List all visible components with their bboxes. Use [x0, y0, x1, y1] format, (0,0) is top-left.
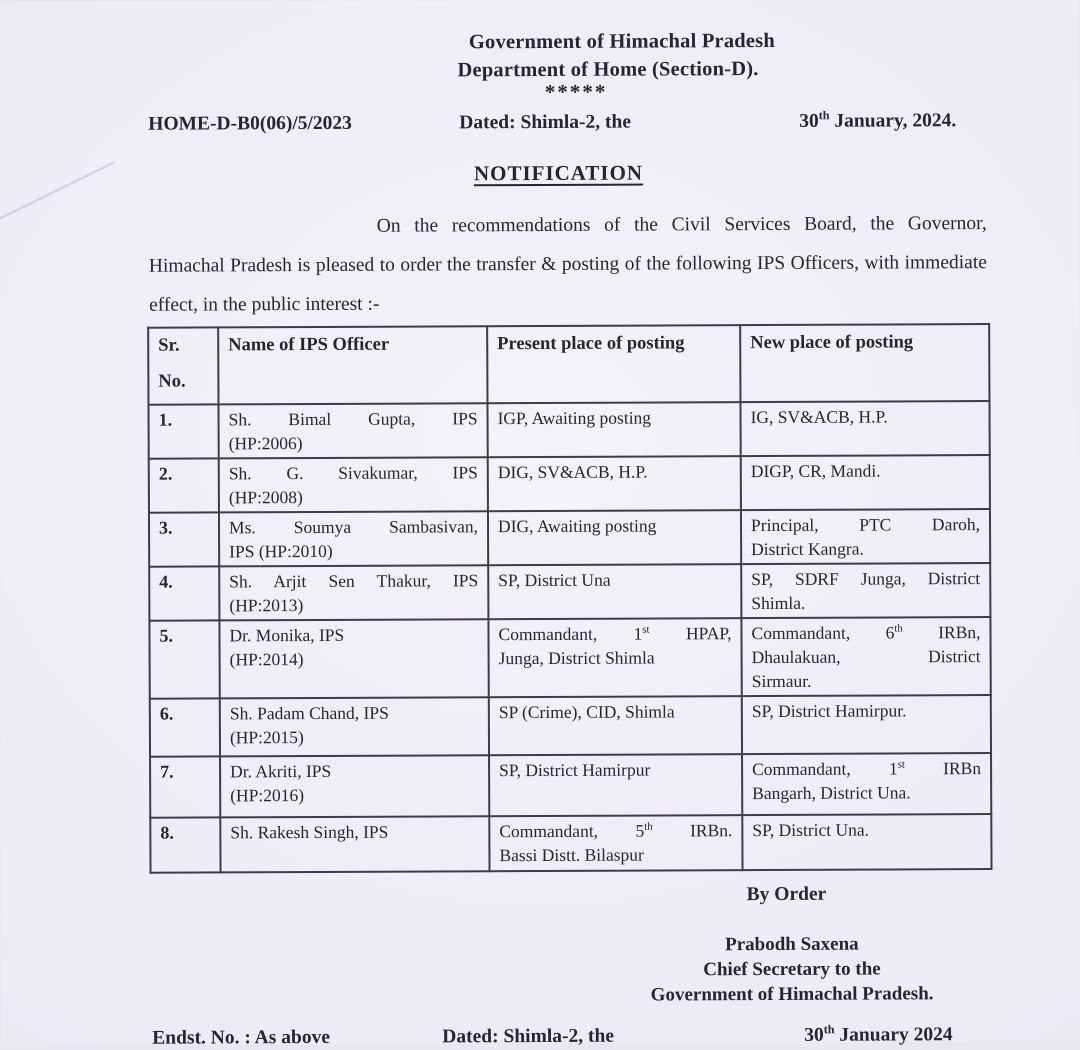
cell-officer-name: Sh. Arjit Sen Thakur, IPS (HP:2013)	[219, 565, 488, 620]
cell-sr-no: 7.	[150, 756, 220, 817]
cell-present-posting: SP, District Hamirpur	[489, 754, 742, 816]
doc-title-line2: Department of Home (Section-D).	[457, 58, 758, 82]
cell-officer-name: Dr. Akriti, IPS (HP:2016)	[220, 755, 489, 817]
table-row	[148, 401, 989, 459]
table-row	[149, 455, 990, 513]
cell-new-posting: SP, District Una.	[742, 814, 991, 870]
cell-officer-name: Dr. Monika, IPS (HP:2014)	[219, 619, 488, 698]
stars-separator: *****	[545, 80, 608, 105]
cell-new-posting: IG, SV&ACB, H.P.	[740, 401, 989, 456]
table-header-row	[148, 324, 989, 405]
signatory-title-line1: Chief Secretary to the	[650, 956, 933, 982]
cell-sr-no: 5.	[149, 620, 219, 698]
cell-sr-no: 6.	[150, 698, 220, 756]
cell-new-posting: Commandant, 1st IRBn Bangarh, District Una.	[742, 753, 991, 815]
cell-present-posting: IGP, Awaiting posting	[487, 402, 740, 457]
cell-new-posting: SP, District Hamirpur.	[742, 695, 991, 754]
cell-officer-name: Sh. Rakesh Singh, IPS	[220, 816, 489, 872]
cell-sr-no: 4.	[149, 566, 219, 620]
cell-present-posting: DIG, SV&ACB, H.P.	[488, 456, 741, 511]
by-order-label: By Order	[747, 884, 827, 906]
cell-present-posting: SP (Crime), CID, Shimla	[489, 696, 742, 755]
cell-officer-name: Sh. Bimal Gupta, IPS (HP:2006)	[218, 403, 487, 458]
dated-label: Dated: Shimla-2, the	[459, 112, 631, 135]
column-header-officer-name: Name of IPS Officer	[218, 326, 487, 404]
column-header-sr-no: Sr. No.	[148, 327, 218, 404]
endst-number: Endst. No. : As above	[152, 1027, 330, 1050]
reference-number: HOME-D-B0(06)/5/2023	[148, 113, 352, 136]
cell-new-posting: Principal, PTC Daroh, District Kangra.	[741, 509, 990, 564]
endst-dated-label: Dated: Shimla-2, the	[442, 1026, 614, 1049]
cell-present-posting: DIG, Awaiting posting	[488, 510, 741, 565]
table-row	[149, 509, 990, 567]
endst-date: 30th January 2024	[804, 1024, 952, 1047]
cell-sr-no: 2.	[149, 458, 219, 512]
signatory-name: Prabodh Saxena	[650, 931, 933, 957]
body-paragraph: On the recommendations of the Civil Services Board, the Governor, Himachal Pradesh is pleased to order the transfer & posting of the following IPS Officers, with immediate effect, in the public interest :-	[149, 204, 988, 325]
cell-present-posting: Commandant, 5th IRBn. Bassi Distt. Bilaspur	[489, 815, 742, 871]
table-row	[149, 617, 990, 699]
cell-officer-name: Ms. Soumya Sambasivan, IPS (HP:2010)	[219, 511, 488, 566]
column-header-new-posting: New place of posting	[740, 324, 989, 402]
transfer-table	[147, 323, 992, 874]
table-row	[150, 695, 991, 757]
doc-title-line1: Government of Himachal Pradesh	[469, 30, 775, 54]
cell-present-posting: Commandant, 1st HPAP, Junga, District Shimla	[488, 618, 741, 697]
cell-officer-name: Sh. Padam Chand, IPS (HP:2015)	[220, 697, 489, 756]
table-row	[149, 563, 990, 621]
cell-new-posting: DIGP, CR, Mandi.	[741, 455, 990, 510]
table-row	[150, 753, 991, 818]
cell-new-posting: Commandant, 6th IRBn, Dhaulakuan, District Sirmaur.	[741, 617, 990, 696]
column-header-present-posting: Present place of posting	[487, 325, 740, 403]
signatory-title-line2: Government of Himachal Pradesh.	[651, 981, 934, 1007]
notification-heading: NOTIFICATION	[474, 161, 643, 187]
issue-date: 30th January, 2024.	[799, 110, 956, 133]
table-row	[150, 814, 991, 873]
cell-officer-name: Sh. G. Sivakumar, IPS (HP:2008)	[219, 457, 488, 512]
signature-block	[650, 931, 933, 1007]
paper-fold-crease	[0, 161, 114, 220]
cell-sr-no: 3.	[149, 512, 219, 566]
cell-sr-no: 1.	[148, 404, 218, 458]
cell-present-posting: SP, District Una	[488, 564, 741, 619]
cell-sr-no: 8.	[150, 817, 220, 872]
cell-new-posting: SP, SDRF Junga, District Shimla.	[741, 563, 990, 618]
